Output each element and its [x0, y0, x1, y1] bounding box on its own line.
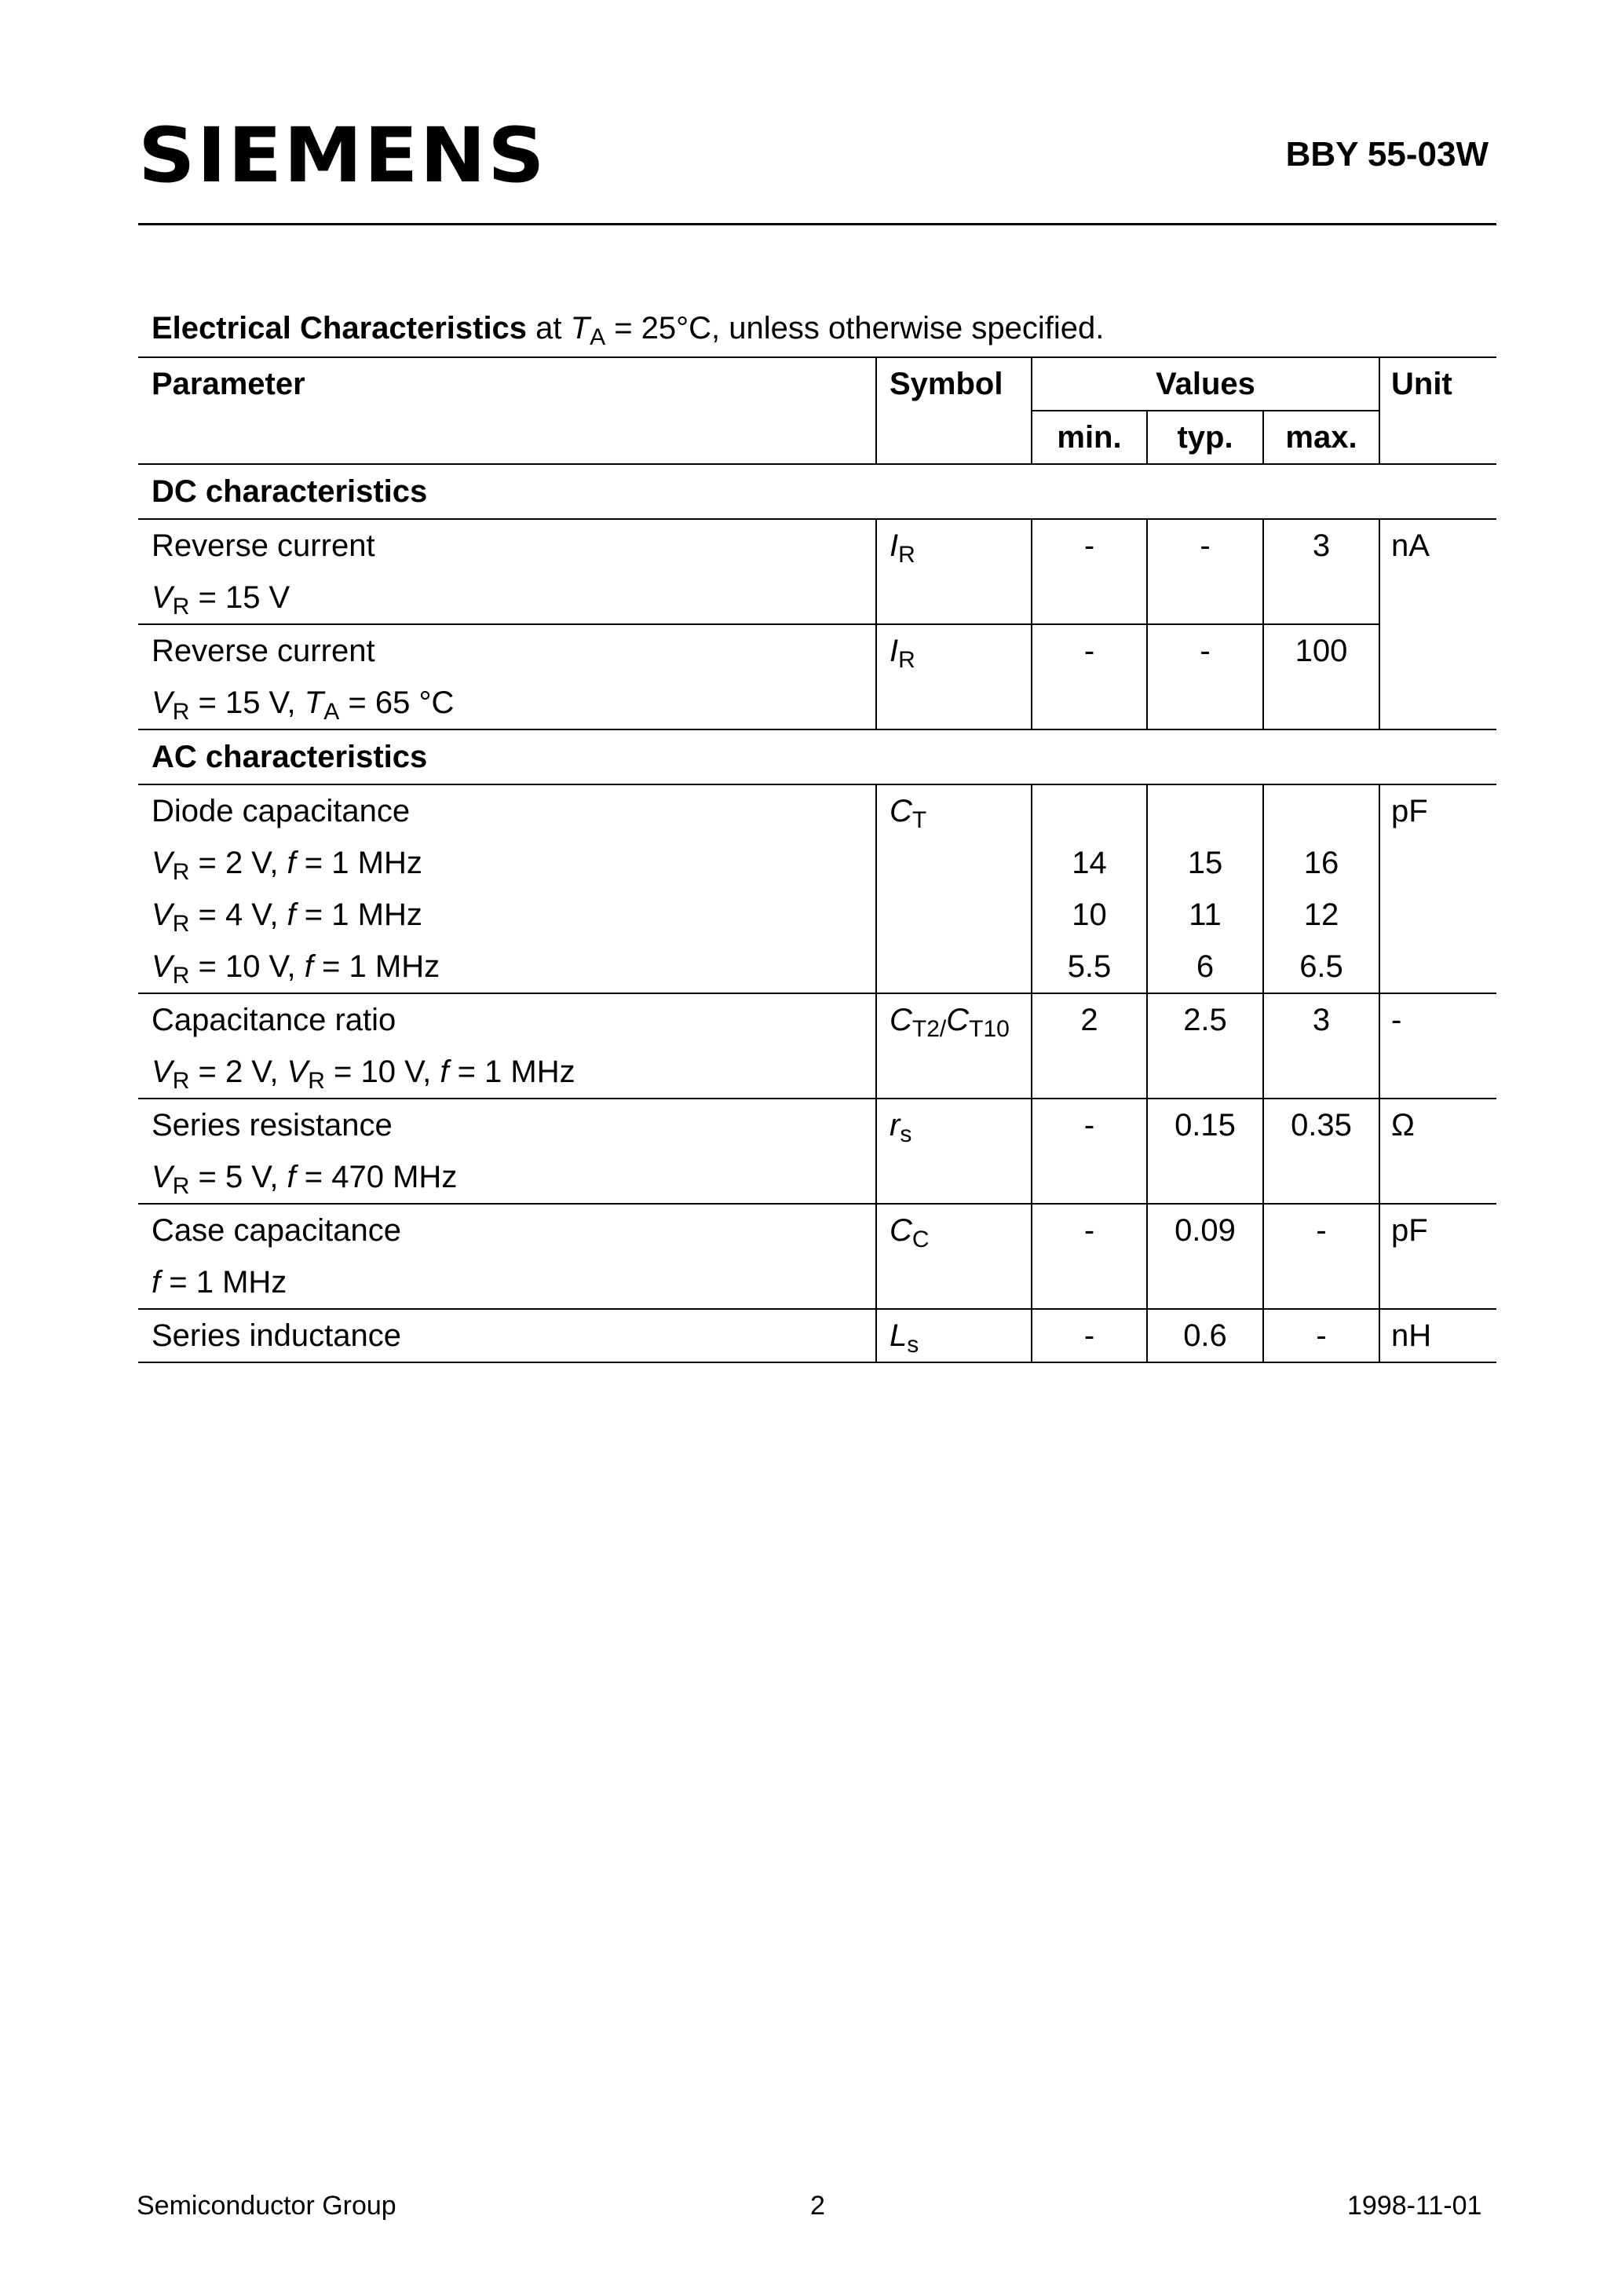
param-condition: $V_R = 2$ V, f = 1 MHz: [152, 846, 422, 885]
header-symbol: Symbol: [876, 357, 1032, 464]
param-condition: f = 1 MHz: [152, 1265, 287, 1300]
header-unit: Unit: [1379, 357, 1496, 464]
param-cell: [138, 519, 876, 624]
param-cell: [138, 1099, 876, 1204]
header-max: max.: [1263, 411, 1379, 464]
section-ac-label: AC characteristics: [152, 740, 428, 774]
section-dc-label: DC characteristics: [152, 474, 428, 509]
unit-cell: pF: [1379, 1204, 1496, 1309]
param-cell: [138, 993, 876, 1099]
caption-at: at: [527, 311, 571, 345]
max-cell: 0.35: [1263, 1099, 1379, 1204]
param-label: Case capacitance: [152, 1213, 401, 1248]
param-condition: $V_R = 2$ V, $V_R = 10$ V, f = 1 MHz: [152, 1055, 575, 1094]
typ-cell: 2.5: [1147, 993, 1263, 1099]
typ-cell: 0.15: [1147, 1099, 1263, 1204]
symbol-cell: $I_R$: [876, 624, 1032, 729]
characteristics-table: [138, 356, 1496, 1363]
symbol-cell: $C_T$: [876, 784, 1032, 993]
param-label: Series resistance: [152, 1108, 393, 1143]
param-cell: [138, 624, 876, 729]
header-rule: [138, 223, 1496, 225]
param-label: Series inductance: [152, 1318, 401, 1353]
header-row: [138, 357, 1496, 411]
table-row: [138, 624, 1496, 729]
unit-cell: Ω: [1379, 1099, 1496, 1204]
min-cell: -: [1032, 624, 1147, 729]
unit-cell: nH: [1379, 1309, 1496, 1362]
max-cell: 3: [1263, 519, 1379, 624]
min-cell: -: [1032, 1204, 1147, 1309]
param-condition: $V_R = 10$ V, f = 1 MHz: [152, 949, 440, 989]
table-row: [138, 1309, 1496, 1362]
max-cell: 100: [1263, 624, 1379, 729]
table-row: [138, 519, 1496, 624]
param-condition: $V_R = 15$ V, $T_A = 65$ °C: [152, 686, 455, 725]
param-label: Reverse current: [152, 528, 375, 563]
table-row: [138, 1099, 1496, 1204]
table-caption: [152, 311, 1105, 350]
param-condition: $V_R = 15$ V: [152, 580, 290, 620]
min-cell: -: [1032, 1309, 1147, 1362]
part-number: BBY 55-03W: [1285, 135, 1489, 174]
param-label: Reverse current: [152, 634, 375, 668]
typ-cell: 15 11 6: [1147, 784, 1263, 993]
param-condition: $V_R = 5$ V, f = 470 MHz: [152, 1160, 458, 1199]
caption-rest: = 25°C, unless otherwise specified.: [605, 311, 1105, 345]
typ-cell: -: [1147, 519, 1263, 624]
typ-cell: -: [1147, 624, 1263, 729]
siemens-logo: SIEMENS: [138, 112, 546, 199]
symbol-cell: $C_C$: [876, 1204, 1032, 1309]
footer-page-number: 2: [810, 2191, 825, 2221]
symbol-cell: $C_{T2/}C_{T10}$: [876, 993, 1032, 1099]
min-cell: 14 10 5.5: [1032, 784, 1147, 993]
typ-cell: 0.09: [1147, 1204, 1263, 1309]
table-row: [138, 993, 1496, 1099]
caption-title: Electrical Characteristics: [152, 311, 528, 345]
unit-cell: nA: [1379, 519, 1496, 729]
caption-sub: A: [590, 324, 606, 350]
param-condition: $V_R = 4$ V, f = 1 MHz: [152, 898, 422, 937]
footer-left: Semiconductor Group: [137, 2191, 396, 2221]
min-cell: -: [1032, 519, 1147, 624]
max-cell: 16 12 6.5: [1263, 784, 1379, 993]
param-cell: [138, 784, 876, 993]
table-row: [138, 1204, 1496, 1309]
unit-cell: -: [1379, 993, 1496, 1099]
min-cell: -: [1032, 1099, 1147, 1204]
max-cell: -: [1263, 1309, 1379, 1362]
header-parameter: Parameter: [152, 367, 305, 401]
section-ac: [138, 729, 1496, 784]
max-cell: 3: [1263, 993, 1379, 1099]
symbol-cell: $I_R$: [876, 519, 1032, 624]
typ-cell: 0.6: [1147, 1309, 1263, 1362]
max-cell: -: [1263, 1204, 1379, 1309]
min-cell: 2: [1032, 993, 1147, 1099]
footer-date: 1998-11-01: [1347, 2191, 1482, 2221]
header-values: Values: [1032, 357, 1379, 411]
section-dc: [138, 464, 1496, 519]
unit-cell: pF: [1379, 784, 1496, 993]
symbol-cell: $L_s$: [876, 1309, 1032, 1362]
param-label: Diode capacitance: [152, 794, 411, 828]
header-typ: typ.: [1147, 411, 1263, 464]
header-min: min.: [1032, 411, 1147, 464]
param-cell: [138, 1204, 876, 1309]
caption-var: T: [570, 311, 590, 345]
param-label: Capacitance ratio: [152, 1003, 396, 1037]
symbol-cell: $r_s$: [876, 1099, 1032, 1204]
table-row: [138, 784, 1496, 993]
